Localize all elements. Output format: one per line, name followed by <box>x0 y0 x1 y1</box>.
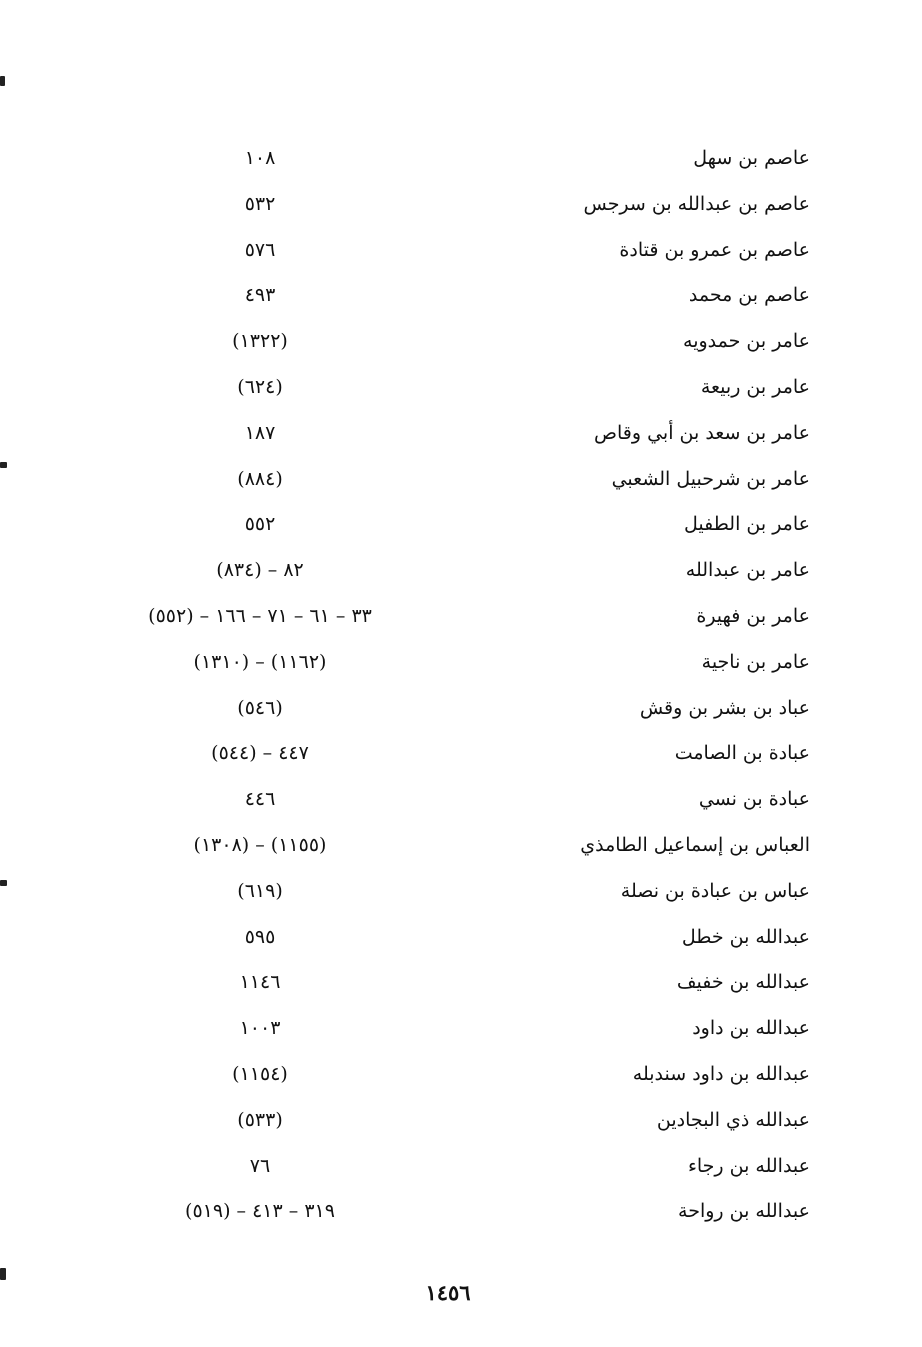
entry-refs: ٧٦ <box>249 1154 271 1177</box>
index-entry <box>0 137 922 183</box>
entry-refs: ١٠٠٣ <box>239 1017 281 1040</box>
entry-name: عبدالله بن خفيف <box>676 971 810 994</box>
index-entry <box>0 732 922 778</box>
entry-name: عامر بن سعد بن أبي وقاص <box>594 421 810 444</box>
entry-name: عبدالله بن داود سندبله <box>632 1062 810 1085</box>
index-entry <box>0 1145 922 1191</box>
entry-refs: ١٠٨ <box>244 147 276 169</box>
entry-refs: (١٣٢٢) <box>232 330 288 353</box>
page-number: ١٤٥٦ <box>425 1280 471 1305</box>
entry-name: عامر بن فهيرة <box>696 604 810 627</box>
index-entry <box>0 778 922 824</box>
index-entry <box>0 824 922 870</box>
entry-refs: (١١٦٢) – (١٣١٠) <box>193 650 327 673</box>
index-entry <box>0 366 922 412</box>
entry-refs: (٥٣٣) <box>237 1108 283 1131</box>
index-entry <box>0 870 922 916</box>
entry-name: عامر بن حمدويه <box>683 330 810 353</box>
index-entry <box>0 503 922 549</box>
entry-name: العباس بن إسماعيل الطامذي <box>580 833 810 856</box>
entry-name: عبادة بن نسي <box>698 788 810 811</box>
index-entry <box>0 549 922 595</box>
entry-refs: ٤٤٦ <box>244 788 276 811</box>
name-index-list <box>0 137 922 1236</box>
entry-name: عامر بن شرحبيل الشعبي <box>611 467 810 490</box>
index-entry <box>0 1007 922 1053</box>
index-entry <box>0 1053 922 1099</box>
entry-name: عبدالله بن داود <box>692 1017 810 1040</box>
entry-refs: (١١٥٥) – (١٣٠٨) <box>193 833 327 856</box>
entry-name: عبدالله بن رواحة <box>678 1200 810 1223</box>
entry-name: عباس بن عبادة بن نصلة <box>620 879 810 902</box>
entry-refs: (٨٨٤) <box>237 467 283 490</box>
index-entry <box>0 274 922 320</box>
entry-name: عامر بن الطفيل <box>683 513 810 536</box>
entry-name: عبدالله ذي البجادين <box>656 1108 810 1131</box>
index-entry <box>0 916 922 962</box>
entry-refs: (٦٢٤) <box>237 375 283 398</box>
entry-name: عاصم بن سهل <box>693 147 810 169</box>
entry-refs: (٥٤٦) <box>237 696 283 719</box>
entry-name: عاصم بن عبدالله بن سرجس <box>583 192 810 215</box>
entry-refs: (٦١٩) <box>237 879 283 902</box>
entry-refs: ٤٩٣ <box>244 284 276 307</box>
entry-refs: ١١٤٦ <box>239 971 281 994</box>
entry-refs: ٥٩٥ <box>244 925 276 948</box>
index-entry <box>0 961 922 1007</box>
entry-name: عاصم بن عمرو بن قتادة <box>619 238 810 261</box>
entry-refs: ٣١٩ – ٤١٣ – (٥١٩) <box>185 1200 335 1223</box>
entry-name: عامر بن ناجية <box>701 650 810 673</box>
entry-name: عامر بن عبدالله <box>685 559 810 582</box>
entry-refs: ٨٢ – (٨٣٤) <box>216 559 304 582</box>
edge-mark <box>0 76 5 86</box>
entry-refs: ١٨٧ <box>244 421 276 444</box>
index-entry <box>0 412 922 458</box>
entry-refs: ٥٣٢ <box>244 192 276 215</box>
index-entry <box>0 229 922 275</box>
index-entry <box>0 1190 922 1236</box>
entry-name: عبدالله بن خطل <box>681 925 810 948</box>
index-entry <box>0 458 922 504</box>
edge-mark <box>0 1268 6 1280</box>
entry-name: عامر بن ربيعة <box>700 375 810 398</box>
index-entry <box>0 687 922 733</box>
entry-refs: (١١٥٤) <box>232 1062 288 1085</box>
index-entry <box>0 320 922 366</box>
entry-refs: ٤٤٧ – (٥٤٤) <box>211 742 309 765</box>
entry-name: عبادة بن الصامت <box>674 742 810 765</box>
entry-refs: ٣٣ – ٦١ – ٧١ – ١٦٦ – (٥٥٢) <box>148 604 372 627</box>
entry-name: عبدالله بن رجاء <box>687 1154 810 1177</box>
entry-refs: ٥٥٢ <box>244 513 276 536</box>
index-entry <box>0 641 922 687</box>
entry-name: عباد بن بشر بن وقش <box>639 696 810 719</box>
entry-refs: ٥٧٦ <box>244 238 276 261</box>
entry-name: عاصم بن محمد <box>688 284 810 307</box>
index-entry <box>0 595 922 641</box>
index-entry <box>0 1099 922 1145</box>
index-entry <box>0 183 922 229</box>
